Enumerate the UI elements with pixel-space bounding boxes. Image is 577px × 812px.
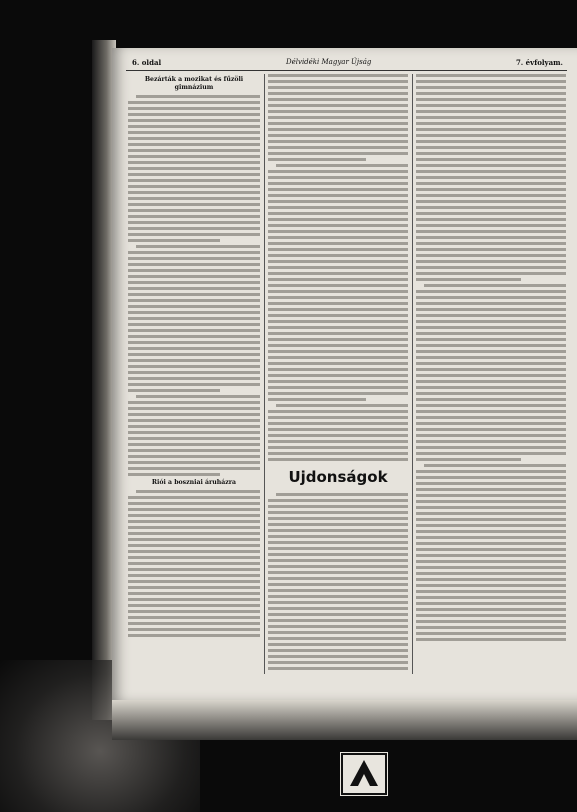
page-header <box>126 56 567 71</box>
column-3 <box>416 74 566 684</box>
column-1 <box>128 74 260 684</box>
column-rule <box>412 74 413 674</box>
article-heading: Bezárták a mozikat és fűzöli gimnázium <box>144 76 244 91</box>
archive-logo-icon <box>340 752 388 796</box>
article-body <box>268 74 408 684</box>
section-heading: Ujdonságok <box>288 468 388 486</box>
page-date: 7. évfolyam. <box>515 58 563 67</box>
page-bottom-edge <box>112 700 577 740</box>
page-number: 6. oldal <box>132 58 162 67</box>
column-rule <box>264 74 265 674</box>
article-body <box>128 95 260 684</box>
newspaper-page <box>112 48 577 700</box>
column-2 <box>268 74 408 684</box>
article-heading: Riói a boszniai áruházra <box>151 479 237 486</box>
newspaper-title: Délvidéki Magyar Újság <box>286 58 372 66</box>
article-body <box>416 74 566 684</box>
